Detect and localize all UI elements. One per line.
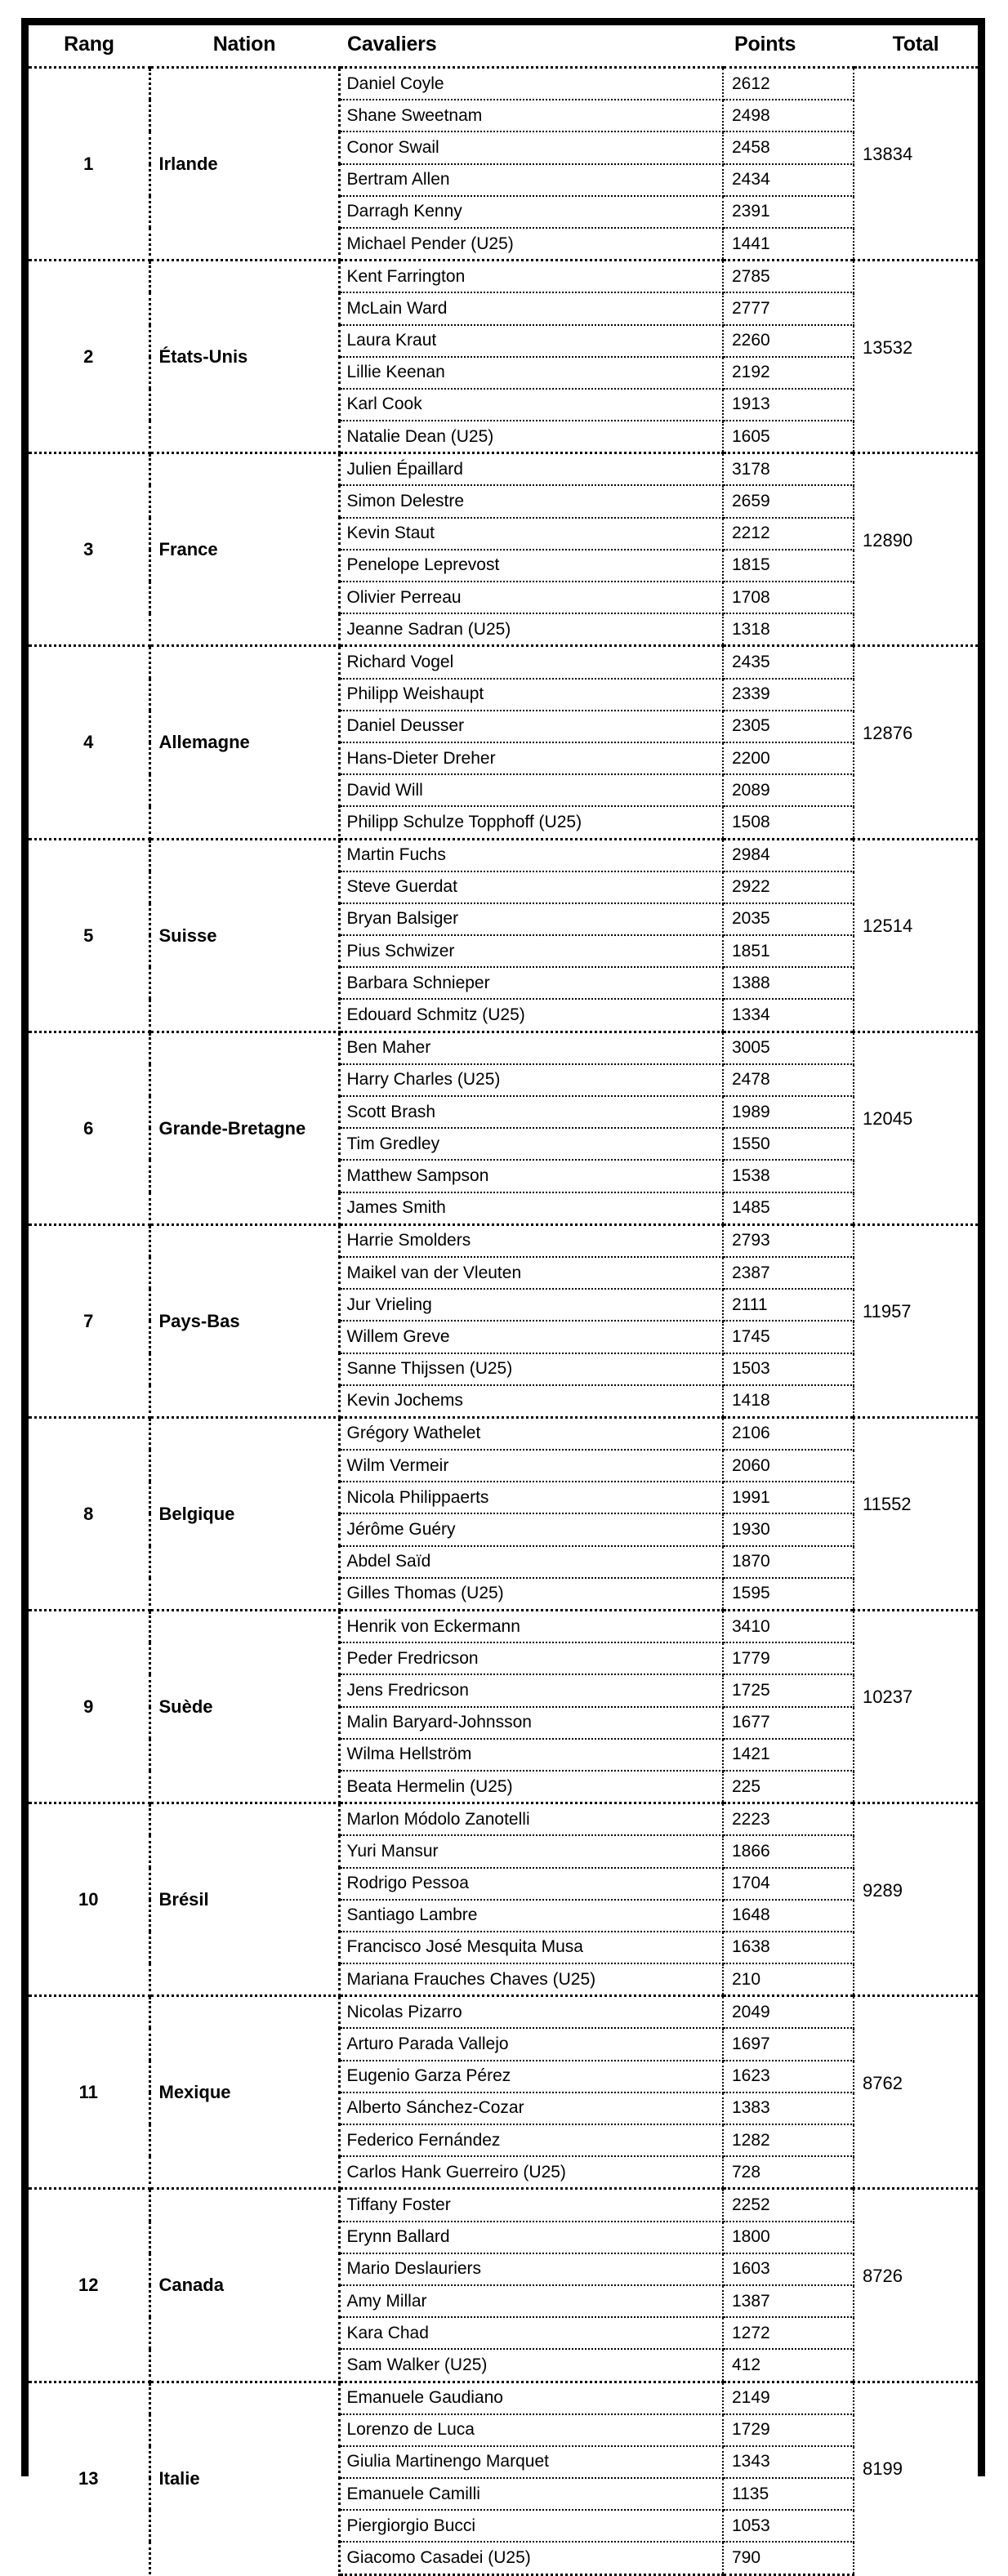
cell-points: 1334 xyxy=(723,999,854,1032)
cell-cavalier: Lorenzo de Luca xyxy=(339,2414,723,2446)
cell-cavalier: Hans-Dieter Dreher xyxy=(339,742,723,774)
cell-nation: Suisse xyxy=(149,839,339,1032)
cell-points: 1866 xyxy=(723,1835,854,1867)
cell-points: 2060 xyxy=(723,1450,854,1482)
cell-total-spacer xyxy=(854,2092,978,2189)
cell-cavalier: Richard Vogel xyxy=(339,646,723,679)
cell-rang: 9 xyxy=(29,1611,149,1803)
table-row xyxy=(29,453,978,486)
cell-cavalier: Shane Sweetnam xyxy=(339,100,723,131)
cell-total: 8199 xyxy=(863,2458,903,2479)
column-header-cavaliers: Cavaliers xyxy=(339,25,723,68)
cell-total-spacer xyxy=(854,164,978,261)
cell-points: 3178 xyxy=(723,453,854,486)
cell-points: 1989 xyxy=(723,1096,854,1128)
cell-total-spacer xyxy=(854,2478,978,2574)
table-row xyxy=(29,646,978,679)
cell-points: 1605 xyxy=(723,421,854,453)
column-header-points: Points xyxy=(723,25,854,68)
cell-points: 1725 xyxy=(723,1674,854,1706)
cell-cavalier: Emanuele Gaudiano xyxy=(339,2382,723,2414)
table-row xyxy=(29,1611,978,1643)
cell-total: 12876 xyxy=(863,722,913,743)
table-body xyxy=(29,68,978,2575)
cell-cavalier: McLain Ward xyxy=(339,292,723,324)
cell-points: 2111 xyxy=(723,1289,854,1321)
cell-points: 1421 xyxy=(723,1739,854,1771)
cell-nation: Mexique xyxy=(149,1996,339,2189)
cell-points: 2777 xyxy=(723,292,854,324)
cell-points: 2212 xyxy=(723,518,854,550)
cell-cavalier: Peder Fredricson xyxy=(339,1642,723,1674)
cell-cavalier: Steve Guerdat xyxy=(339,871,723,903)
cell-points: 2339 xyxy=(723,679,854,711)
cell-nation: Irlande xyxy=(149,68,339,261)
cell-cavalier: Francisco José Mesquita Musa xyxy=(339,1932,723,1963)
cell-cavalier: Penelope Leprevost xyxy=(339,550,723,582)
cell-points: 210 xyxy=(723,1963,854,1996)
cell-points: 1388 xyxy=(723,967,854,999)
cell-total: 11957 xyxy=(863,1301,912,1322)
cell-total-spacer xyxy=(854,742,978,839)
cell-points: 1851 xyxy=(723,935,854,967)
cell-cavalier: Olivier Perreau xyxy=(339,582,723,613)
cell-cavalier: Sanne Thijssen (U25) xyxy=(339,1353,723,1385)
cell-points: 1053 xyxy=(723,2510,854,2542)
cell-total: 10237 xyxy=(863,1687,913,1708)
cell-rang: 3 xyxy=(29,453,149,646)
cell-cavalier: Laura Kraut xyxy=(339,325,723,357)
cell-points: 1648 xyxy=(723,1900,854,1932)
cell-cavalier: Abdel Saïd xyxy=(339,1546,723,1578)
cell-cavalier: Bertram Allen xyxy=(339,164,723,196)
column-header-nation: Nation xyxy=(149,25,339,68)
cell-points: 1485 xyxy=(723,1192,854,1225)
cell-rang: 4 xyxy=(29,646,149,839)
cell-cavalier: Kevin Jochems xyxy=(339,1385,723,1418)
column-header-rang: Rang xyxy=(29,25,149,68)
table-row xyxy=(29,1417,978,1450)
cell-points: 1870 xyxy=(723,1546,854,1578)
cell-points: 1708 xyxy=(723,582,854,613)
cell-cavalier: Pius Schwizer xyxy=(339,935,723,967)
cell-total-spacer xyxy=(854,2285,978,2382)
cell-total-spacer xyxy=(854,1513,978,1610)
cell-total: 8726 xyxy=(863,2265,903,2286)
cell-cavalier: Giulia Martinengo Marquet xyxy=(339,2446,723,2478)
cell-points: 2089 xyxy=(723,774,854,806)
cell-cavalier: Jens Fredricson xyxy=(339,1674,723,1706)
cell-total: 13532 xyxy=(863,336,913,358)
cell-cavalier: Arturo Parada Vallejo xyxy=(339,2028,723,2060)
cell-points: 2252 xyxy=(723,2189,854,2222)
cell-points: 1282 xyxy=(723,2124,854,2156)
cell-cavalier: Wilma Hellström xyxy=(339,1739,723,1771)
cell-rang: 2 xyxy=(29,261,149,453)
cell-cavalier: Julien Épaillard xyxy=(339,453,723,486)
cell-total-spacer xyxy=(854,935,978,1032)
cell-points: 1387 xyxy=(723,2285,854,2317)
cell-cavalier: Darragh Kenny xyxy=(339,196,723,228)
table-row xyxy=(29,1224,978,1257)
cell-points: 2192 xyxy=(723,357,854,389)
cell-cavalier: Maikel van der Vleuten xyxy=(339,1257,723,1289)
cell-points: 728 xyxy=(723,2156,854,2189)
cell-nation: Belgique xyxy=(149,1417,339,1610)
cell-rang: 8 xyxy=(29,1417,149,1610)
cell-total-spacer xyxy=(854,357,978,453)
cell-cavalier: Beata Hermelin (U25) xyxy=(339,1771,723,1803)
cell-rang: 6 xyxy=(29,1032,149,1224)
cell-cavalier: Karl Cook xyxy=(339,389,723,421)
cell-points: 1418 xyxy=(723,1385,854,1418)
cell-rang: 7 xyxy=(29,1224,149,1417)
table-row xyxy=(29,1996,978,2029)
cell-cavalier: Barbara Schnieper xyxy=(339,967,723,999)
cell-cavalier: Piergiorgio Bucci xyxy=(339,2510,723,2542)
table-header xyxy=(29,25,978,68)
cell-cavalier: Philipp Weishaupt xyxy=(339,679,723,711)
cell-cavalier: Tim Gredley xyxy=(339,1128,723,1160)
cell-nation: Allemagne xyxy=(149,646,339,839)
cell-cavalier: Sam Walker (U25) xyxy=(339,2349,723,2382)
cell-cavalier: Emanuele Camilli xyxy=(339,2478,723,2510)
cell-cavalier: Harry Charles (U25) xyxy=(339,1064,723,1096)
cell-points: 1930 xyxy=(723,1513,854,1545)
cell-rang: 11 xyxy=(29,1996,149,2189)
cell-total: 12890 xyxy=(863,529,913,550)
cell-points: 3005 xyxy=(723,1032,854,1064)
cell-total-spacer xyxy=(854,1900,978,1996)
cell-nation: Italie xyxy=(149,2382,339,2574)
cell-cavalier: Simon Delestre xyxy=(339,485,723,517)
cell-cavalier: Marlon Módolo Zanotelli xyxy=(339,1803,723,1836)
cell-points: 412 xyxy=(723,2349,854,2382)
cell-cavalier: Michael Pender (U25) xyxy=(339,228,723,261)
cell-cavalier: David Will xyxy=(339,774,723,806)
cell-points: 1991 xyxy=(723,1482,854,1513)
cell-total: 13834 xyxy=(863,144,913,165)
cell-points: 2223 xyxy=(723,1803,854,1836)
cell-cavalier: Jur Vrieling xyxy=(339,1289,723,1321)
cell-rang: 1 xyxy=(29,68,149,261)
cell-points: 2391 xyxy=(723,196,854,228)
cell-cavalier: James Smith xyxy=(339,1192,723,1225)
cell-cavalier: Daniel Coyle xyxy=(339,68,723,100)
cell-cavalier: Wilm Vermeir xyxy=(339,1450,723,1482)
cell-points: 2922 xyxy=(723,871,854,903)
cell-points: 2478 xyxy=(723,1064,854,1096)
cell-cavalier: Federico Fernández xyxy=(339,2124,723,2156)
cell-points: 1913 xyxy=(723,389,854,421)
cell-points: 2035 xyxy=(723,903,854,935)
cell-points: 1441 xyxy=(723,228,854,261)
cell-nation: Grande-Bretagne xyxy=(149,1032,339,1224)
table-row xyxy=(29,261,978,293)
cell-points: 1550 xyxy=(723,1128,854,1160)
cell-cavalier: Jérôme Guéry xyxy=(339,1513,723,1545)
cell-cavalier: Philipp Schulze Topphoff (U25) xyxy=(339,806,723,839)
cell-cavalier: Scott Brash xyxy=(339,1096,723,1128)
cell-points: 790 xyxy=(723,2542,854,2574)
cell-points: 2387 xyxy=(723,1257,854,1289)
header-row xyxy=(29,25,978,68)
cell-cavalier: Kent Farrington xyxy=(339,261,723,293)
cell-points: 1603 xyxy=(723,2253,854,2285)
cell-total-spacer xyxy=(854,1707,978,1803)
table-row xyxy=(29,1803,978,1836)
cell-points: 1729 xyxy=(723,2414,854,2446)
cell-points: 2458 xyxy=(723,131,854,163)
cell-points: 2659 xyxy=(723,485,854,517)
cell-rang: 12 xyxy=(29,2189,149,2382)
cell-cavalier: Jeanne Sadran (U25) xyxy=(339,613,723,646)
cell-nation: États-Unis xyxy=(149,261,339,453)
cell-points: 225 xyxy=(723,1771,854,1803)
cell-cavalier: Lillie Keenan xyxy=(339,357,723,389)
cell-cavalier: Tiffany Foster xyxy=(339,2189,723,2222)
cell-cavalier: Rodrigo Pessoa xyxy=(339,1868,723,1900)
cell-rang: 5 xyxy=(29,839,149,1032)
cell-cavalier: Nicola Philippaerts xyxy=(339,1482,723,1513)
cell-cavalier: Eugenio Garza Pérez xyxy=(339,2061,723,2092)
cell-points: 1343 xyxy=(723,2446,854,2478)
cell-points: 2498 xyxy=(723,100,854,131)
ranking-table xyxy=(29,25,978,2576)
cell-rang: 10 xyxy=(29,1803,149,1996)
cell-points: 2200 xyxy=(723,742,854,774)
cell-total-spacer xyxy=(854,550,978,646)
cell-cavalier: Kevin Staut xyxy=(339,518,723,550)
cell-points: 1538 xyxy=(723,1160,854,1192)
cell-points: 2612 xyxy=(723,68,854,100)
table-row xyxy=(29,2189,978,2222)
cell-points: 1318 xyxy=(723,613,854,646)
cell-points: 1135 xyxy=(723,2478,854,2510)
cell-cavalier: Mariana Frauches Chaves (U25) xyxy=(339,1963,723,1996)
cell-points: 1623 xyxy=(723,2061,854,2092)
cell-points: 2434 xyxy=(723,164,854,196)
cell-cavalier: Carlos Hank Guerreiro (U25) xyxy=(339,2156,723,2189)
column-header-total: Total xyxy=(854,25,978,68)
cell-cavalier: Erynn Ballard xyxy=(339,2222,723,2253)
cell-total-spacer xyxy=(854,1321,978,1417)
cell-cavalier: Nicolas Pizarro xyxy=(339,1996,723,2029)
cell-points: 3410 xyxy=(723,1611,854,1643)
cell-points: 1595 xyxy=(723,1578,854,1611)
cell-cavalier: Giacomo Casadei (U25) xyxy=(339,2542,723,2574)
cell-cavalier: Henrik von Eckermann xyxy=(339,1611,723,1643)
cell-points: 2106 xyxy=(723,1417,854,1450)
cell-nation: Pays-Bas xyxy=(149,1224,339,1417)
cell-total-spacer xyxy=(854,1128,978,1224)
cell-points: 2149 xyxy=(723,2382,854,2414)
cell-cavalier: Willem Greve xyxy=(339,1321,723,1353)
cell-points: 2435 xyxy=(723,646,854,679)
cell-cavalier: Conor Swail xyxy=(339,131,723,163)
cell-cavalier: Yuri Mansur xyxy=(339,1835,723,1867)
cell-points: 1503 xyxy=(723,1353,854,1385)
cell-points: 1677 xyxy=(723,1707,854,1739)
cell-nation: Canada xyxy=(149,2189,339,2382)
cell-cavalier: Amy Millar xyxy=(339,2285,723,2317)
table-row xyxy=(29,839,978,871)
cell-total: 9289 xyxy=(863,1879,903,1901)
cell-nation: Suède xyxy=(149,1611,339,1803)
cell-cavalier: Ben Maher xyxy=(339,1032,723,1064)
cell-points: 2260 xyxy=(723,325,854,357)
cell-cavalier: Santiago Lambre xyxy=(339,1900,723,1932)
table-row xyxy=(29,1032,978,1064)
cell-points: 1383 xyxy=(723,2092,854,2124)
cell-cavalier: Natalie Dean (U25) xyxy=(339,421,723,453)
cell-cavalier: Daniel Deusser xyxy=(339,711,723,742)
cell-cavalier: Grégory Wathelet xyxy=(339,1417,723,1450)
ranking-table-frame xyxy=(21,18,985,2567)
cell-cavalier: Gilles Thomas (U25) xyxy=(339,1578,723,1611)
cell-cavalier: Kara Chad xyxy=(339,2317,723,2349)
cell-cavalier: Alberto Sánchez-Cozar xyxy=(339,2092,723,2124)
cell-nation: France xyxy=(149,453,339,646)
cell-points: 1272 xyxy=(723,2317,854,2349)
cell-cavalier: Matthew Sampson xyxy=(339,1160,723,1192)
cell-points: 2793 xyxy=(723,1224,854,1257)
table-row xyxy=(29,2382,978,2414)
cell-points: 1638 xyxy=(723,1932,854,1963)
cell-cavalier: Mario Deslauriers xyxy=(339,2253,723,2285)
table-row xyxy=(29,68,978,100)
cell-points: 1704 xyxy=(723,1868,854,1900)
cell-rang: 13 xyxy=(29,2382,149,2574)
cell-cavalier: Harrie Smolders xyxy=(339,1224,723,1257)
cell-points: 2305 xyxy=(723,711,854,742)
cell-points: 2785 xyxy=(723,261,854,293)
cell-points: 2984 xyxy=(723,839,854,871)
cell-points: 1779 xyxy=(723,1642,854,1674)
cell-cavalier: Edouard Schmitz (U25) xyxy=(339,999,723,1032)
cell-total: 8762 xyxy=(863,2072,903,2093)
cell-total: 12514 xyxy=(863,915,913,936)
cell-points: 1508 xyxy=(723,806,854,839)
cell-points: 1800 xyxy=(723,2222,854,2253)
cell-cavalier: Martin Fuchs xyxy=(339,839,723,871)
cell-points: 2049 xyxy=(723,1996,854,2029)
cell-cavalier: Bryan Balsiger xyxy=(339,903,723,935)
cell-points: 1815 xyxy=(723,550,854,582)
cell-cavalier: Malin Baryard-Johnsson xyxy=(339,1707,723,1739)
cell-total: 11552 xyxy=(863,1494,912,1515)
cell-nation: Brésil xyxy=(149,1803,339,1996)
cell-points: 1745 xyxy=(723,1321,854,1353)
cell-total: 12045 xyxy=(863,1108,913,1130)
cell-points: 1697 xyxy=(723,2028,854,2060)
